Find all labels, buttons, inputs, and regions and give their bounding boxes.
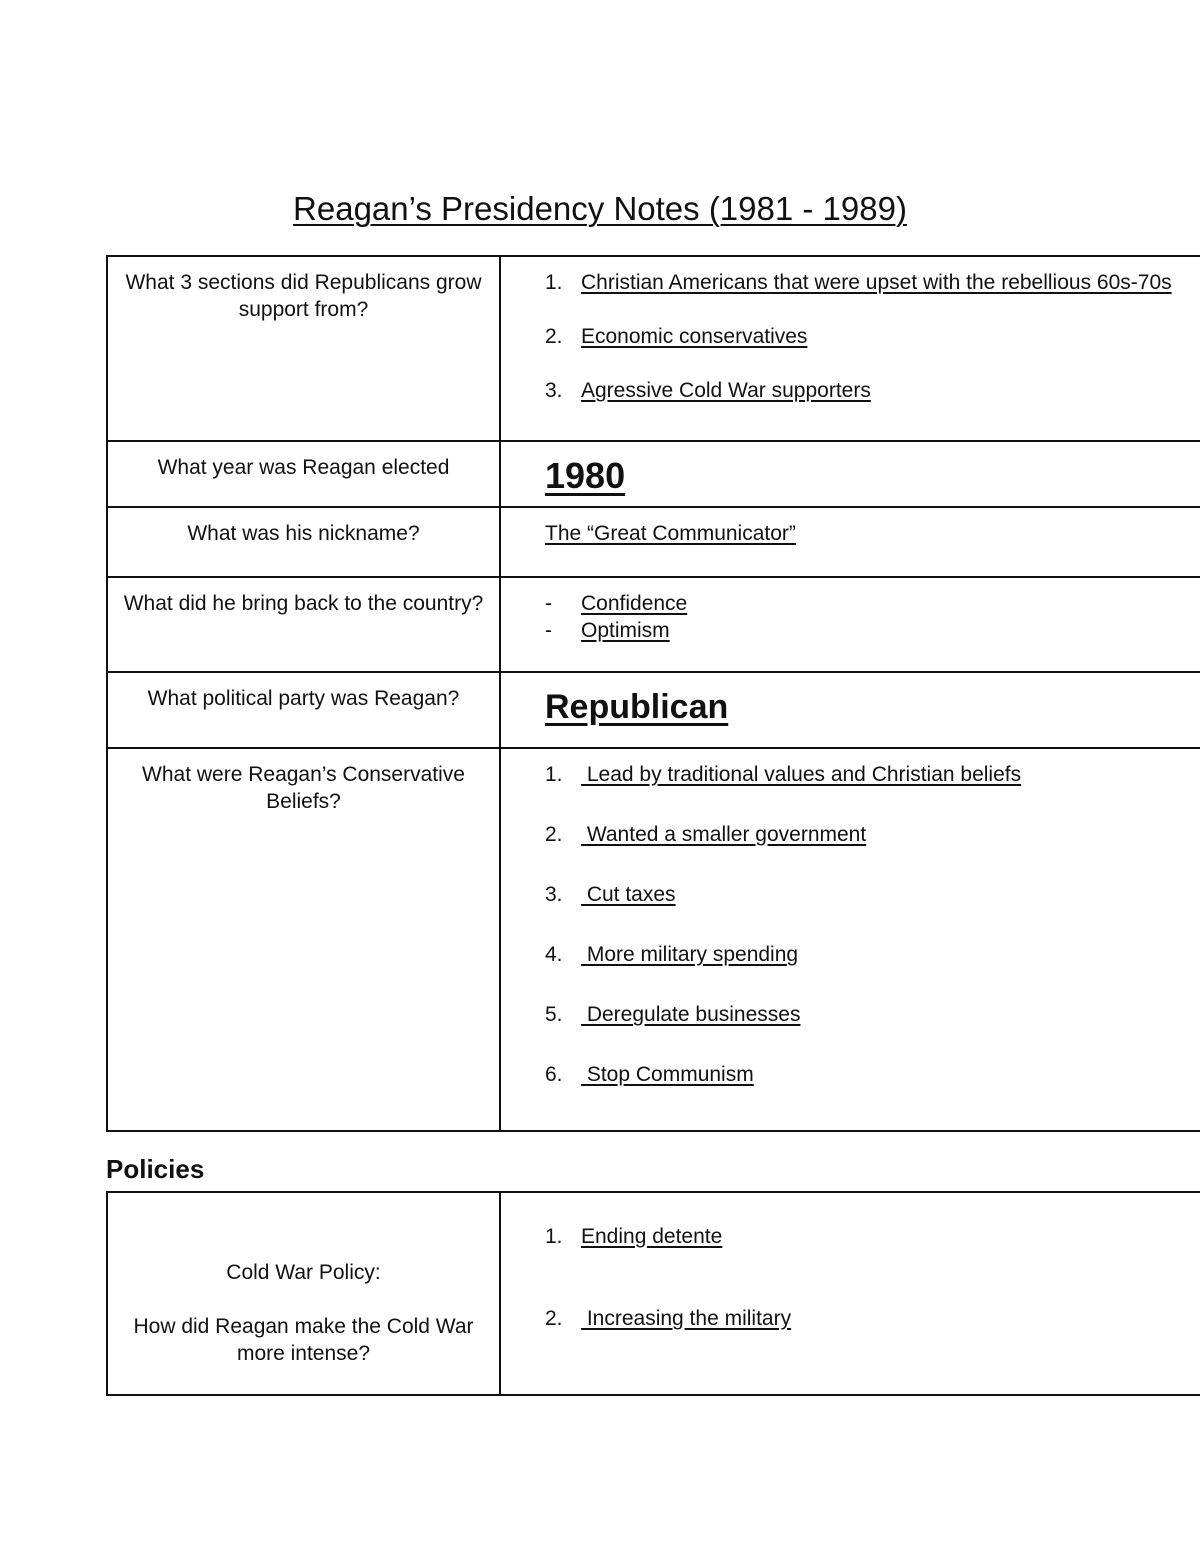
list-item <box>545 881 1200 908</box>
row-cold-war <box>107 1192 1200 1395</box>
list-bullet: - <box>545 619 552 642</box>
row-elected <box>107 441 1200 507</box>
list-number: 1. <box>545 1225 563 1248</box>
notes-table <box>106 255 1200 1132</box>
list-number: 2. <box>545 823 563 846</box>
list-text: Cut taxes <box>581 883 676 906</box>
list-item <box>545 1001 1200 1028</box>
list-number: 5. <box>545 1003 563 1026</box>
list-number: 6. <box>545 1063 563 1086</box>
answer-party: Republican <box>545 688 729 726</box>
list-item <box>545 1305 1200 1332</box>
list-item <box>545 1223 1200 1250</box>
list-item <box>545 761 1200 788</box>
list-text: Lead by traditional values and Christian beliefs <box>581 763 1022 786</box>
question-cold-war-line1: Cold War Policy: <box>226 1261 381 1284</box>
row-support <box>107 256 1200 441</box>
answer-cold-war <box>500 1192 1200 1395</box>
list-bullet: - <box>545 592 552 615</box>
row-nickname <box>107 507 1200 577</box>
question-support: What 3 sections did Republicans grow support from? <box>107 256 500 441</box>
row-bring-back <box>107 577 1200 672</box>
list-item <box>545 323 1200 350</box>
list-text: More military spending <box>581 943 799 966</box>
list-text: Ending detente <box>581 1225 723 1248</box>
answer-elected-cell <box>500 441 1200 507</box>
question-party: What political party was Reagan? <box>107 672 500 748</box>
list-number: 2. <box>545 1307 563 1330</box>
list-text: Optimism <box>581 619 670 642</box>
list-item <box>545 377 1200 404</box>
list-text: Increasing the military <box>581 1307 792 1330</box>
list-item <box>545 1061 1200 1088</box>
answer-elected: 1980 <box>545 455 626 496</box>
question-nickname: What was his nickname? <box>107 507 500 577</box>
list-text: Agressive Cold War supporters <box>581 379 871 402</box>
list-text: Deregulate businesses <box>581 1003 801 1026</box>
list-number: 3. <box>545 883 563 906</box>
answer-nickname: The “Great Communicator” <box>545 522 796 545</box>
question-elected: What year was Reagan elected <box>107 441 500 507</box>
list-text: Christian Americans that were upset with the rebellious 60s-70s <box>581 271 1172 294</box>
list-text: Wanted a smaller government <box>581 823 867 846</box>
answer-party-cell <box>500 672 1200 748</box>
list-item <box>545 941 1200 968</box>
question-beliefs: What were Reagan’s Conservative Beliefs? <box>107 748 500 1131</box>
list-number: 3. <box>545 379 563 402</box>
answer-nickname-cell <box>500 507 1200 577</box>
answer-support <box>500 256 1200 441</box>
list-item <box>545 590 1200 617</box>
answer-beliefs <box>500 748 1200 1131</box>
answer-bring-back <box>500 577 1200 672</box>
list-number: 1. <box>545 763 563 786</box>
section-heading-policies: Policies <box>106 1154 205 1184</box>
list-item <box>545 617 1200 644</box>
question-bring-back: What did he bring back to the country? <box>107 577 500 672</box>
list-item <box>545 269 1200 296</box>
list-text: Confidence <box>581 592 688 615</box>
list-item <box>545 821 1200 848</box>
question-cold-war <box>107 1192 500 1395</box>
list-number: 2. <box>545 325 563 348</box>
list-text: Stop Communism <box>581 1063 754 1086</box>
list-text: Economic conservatives <box>581 325 808 348</box>
page-title: Reagan’s Presidency Notes (1981 - 1989) <box>293 190 907 227</box>
row-party <box>107 672 1200 748</box>
row-beliefs <box>107 748 1200 1131</box>
list-number: 4. <box>545 943 563 966</box>
question-cold-war-line2: How did Reagan make the Cold War more intense? <box>133 1315 474 1365</box>
policies-table <box>106 1191 1200 1396</box>
list-number: 1. <box>545 271 563 294</box>
